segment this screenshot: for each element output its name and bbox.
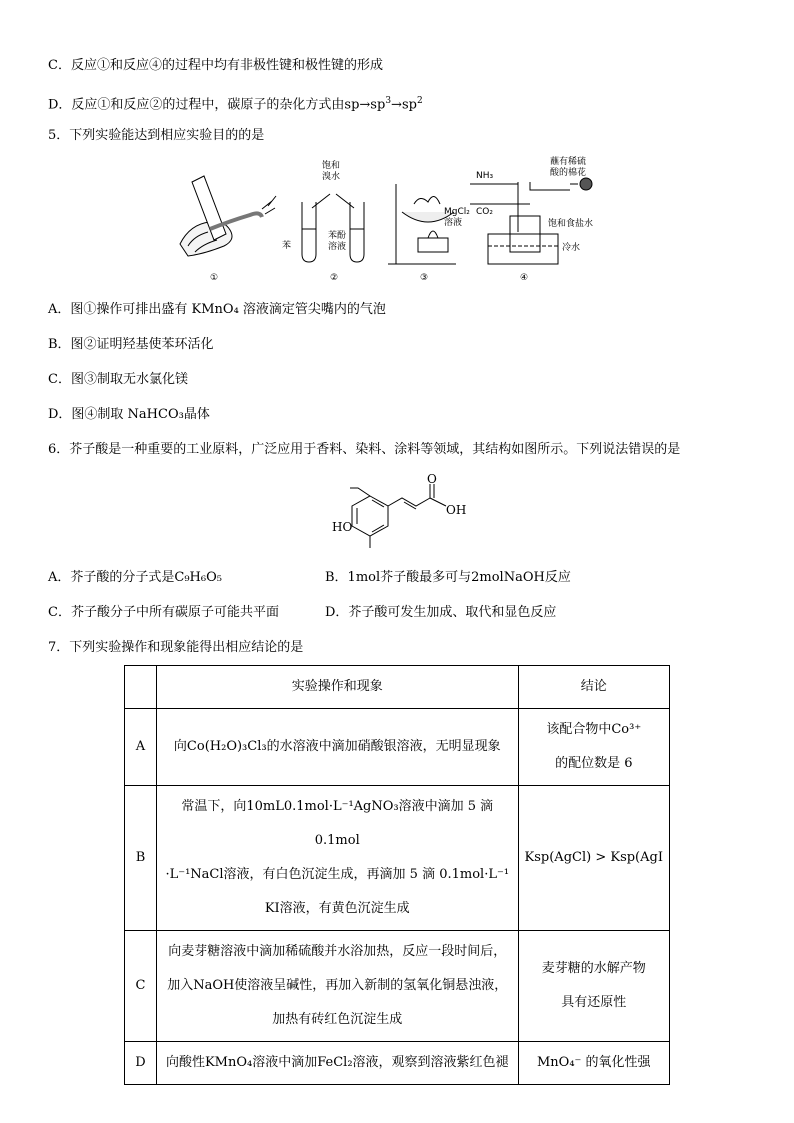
option-a-q5: A．图①操作可排出盛有 KMnO₄ 溶液滴定管尖嘴内的气泡: [48, 302, 386, 317]
row-conclusion: [518, 931, 669, 1042]
operation-line: 加热有砖红色沉淀生成: [272, 1012, 403, 1027]
row-conclusion: [518, 709, 669, 786]
table-row: [125, 1042, 670, 1085]
mgcl2-label: MgCl₂ 溶液: [444, 207, 470, 228]
table-row: [125, 786, 670, 931]
cotton-label: 蘸有稀硫酸的棉花: [550, 157, 587, 178]
option-b-q5: B．图②证明羟基使苯环活化: [48, 337, 214, 352]
option-c-q4: C．反应①和反应④的过程中均有非极性键和极性键的形成: [48, 58, 383, 73]
operation-line: ·L⁻¹NaCl溶液，有白色沉淀生成，再滴加 5 滴 0.1mol·L⁻¹: [165, 867, 510, 882]
table-row: [125, 931, 670, 1042]
question-6: 6．芥子酸是一种重要的工业原料，广泛应用于香料、染料、涂料等领域，其结构如图所示。下列说法错误的是: [48, 442, 681, 457]
figure-2-label: ②: [330, 273, 339, 283]
option-d-q4-text: D．反应①和反应②的过程中，碳原子的杂化方式由sp→sp: [48, 97, 386, 113]
figure-1-label: ①: [210, 273, 219, 283]
option-b-q6: B．1mol芥子酸最多可与2molNaOH反应: [325, 570, 571, 585]
option-d-q6: D．芥子酸可发生加成、取代和显色反应: [325, 605, 557, 620]
bromine-water-label: 饱和溴水: [322, 161, 341, 182]
question-5: 5．下列实验能达到相应实验目的的是: [48, 128, 265, 143]
figure-4-label: ④: [520, 273, 529, 283]
brine-label: 饱和食盐水: [548, 219, 594, 229]
carboxyl-oh-label: OH: [446, 503, 467, 517]
phenol-label: 苯酚溶液: [328, 231, 347, 252]
row-operation: [156, 786, 518, 931]
question-7: 7．下列实验操作和现象能得出相应结论的是: [48, 640, 304, 655]
conclusion-line: 该配合物中Co³⁺: [546, 722, 642, 737]
sinapic-acid-structure: [320, 474, 480, 554]
conclusion-line: 的配位数是 6: [555, 756, 633, 771]
co2-label: CO₂: [476, 207, 493, 217]
row-conclusion: [518, 786, 669, 931]
row-operation: [156, 931, 518, 1042]
table-header-row: [125, 666, 670, 709]
row-operation: [156, 1042, 518, 1085]
header-conclusion: 结论: [518, 666, 669, 709]
header-blank: [125, 666, 157, 709]
superscript: 2: [416, 96, 423, 106]
operation-line: 常温下，向10mL0.1mol·L⁻¹AgNO₃溶液中滴加 5 滴 0.1mol: [181, 799, 494, 848]
option-c-q5: C．图③制取无水氯化镁: [48, 372, 188, 387]
operation-line: 向Co(H₂O)₃Cl₃的水溶液中滴加硝酸银溶液，无明显现象: [173, 739, 501, 754]
nh3-label: NH₃: [476, 171, 494, 181]
row-label: A: [125, 709, 157, 786]
hydroxyl-label: HO: [332, 520, 353, 534]
carbonyl-o-label: O: [427, 474, 437, 486]
operation-line: 向酸性KMnO₄溶液中滴加FeCl₂溶液，观察到溶液紫红色褪: [165, 1055, 509, 1070]
apparatus-figure: [170, 154, 630, 286]
table-row: [125, 709, 670, 786]
header-operation: 实验操作和现象: [156, 666, 518, 709]
row-label: C: [125, 931, 157, 1042]
row-label: D: [125, 1042, 157, 1085]
option-d-q4: [48, 92, 423, 114]
figure-3-label: ③: [420, 273, 429, 283]
option-d-q4-mid: →sp: [391, 97, 417, 113]
option-d-q5: D．图④制取 NaHCO₃晶体: [48, 407, 210, 422]
row-conclusion: [518, 1042, 669, 1085]
operation-line: KI溶液，有黄色沉淀生成: [264, 901, 410, 916]
row-operation: [156, 709, 518, 786]
option-c-q6: C．芥子酸分子中所有碳原子可能共平面: [48, 605, 279, 620]
figure-1-burette: [180, 176, 276, 256]
operation-line: 加入NaOH使溶液呈碱性，再加入新制的氢氧化铜悬浊液，: [167, 978, 508, 993]
cold-water-label: 冷水: [562, 243, 581, 253]
conclusion-line: 麦芽糖的水解产物: [541, 961, 646, 976]
conclusion-line: Ksp(AgCl) > Ksp(AgI: [524, 850, 663, 865]
conclusion-line: 具有还原性: [561, 995, 627, 1010]
row-label: B: [125, 786, 157, 931]
experiment-table: [124, 665, 670, 1085]
operation-line: 向麦芽糖溶液中滴加稀硫酸并水浴加热，反应一段时间后，: [168, 944, 507, 959]
benzene-label: 苯: [282, 241, 292, 251]
superscript: 3: [385, 96, 392, 106]
conclusion-line: MnO₄⁻ 的氧化性强: [536, 1055, 651, 1070]
option-a-q6: A．芥子酸的分子式是C₉H₆O₅: [48, 570, 222, 585]
